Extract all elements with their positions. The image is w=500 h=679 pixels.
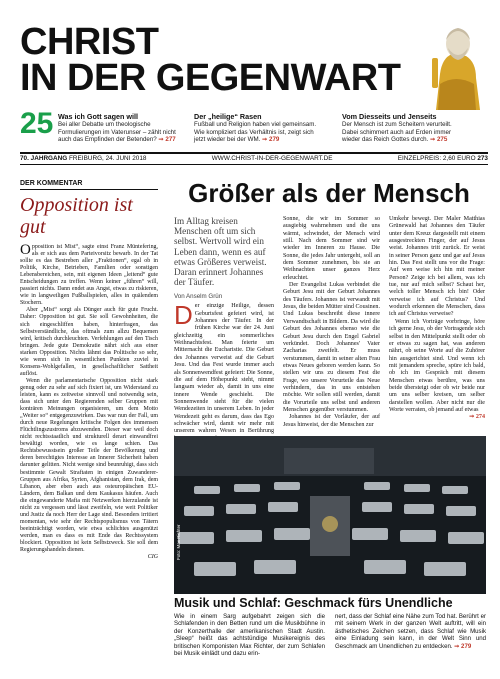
teaser-text: Der Mensch ist zum Scheitern verurteilt. Dabei schimmert auch auf Erden immer wieder das Reich Gottes durch. bbox=[342, 121, 452, 144]
concert-hall-photo bbox=[174, 436, 486, 594]
lead-deck: Im Alltag kreisen Menschen oft um sich selbst. Wertvoll wird ein Leben dann, wenn es auf etwas Größeres verweist. Daran erinnert Johannes der Täufer. bbox=[174, 216, 267, 288]
teaser-text: Bei aller Debatte um theologische Formulierungen im Vaterunser – zählt nicht auch das Empfinden der Betenden? bbox=[58, 121, 176, 144]
teaser-title: Vom Diesseits und Jenseits bbox=[342, 112, 437, 121]
website-link[interactable]: WWW.CHRIST-IN-DER-GEGENWART.DE bbox=[211, 155, 333, 162]
photo-credit: Foto: Max Richter bbox=[176, 524, 181, 560]
price-label: EINZELPREIS: 2,60 EURO bbox=[397, 155, 476, 162]
teaser-text: Fußball und Religion haben viel gemeinsam. Wie kompliziert das Verhältnis ist, zeigt sich jetzt wieder bei der WM. bbox=[194, 121, 317, 144]
lead-paragraph: Umkehr bewegt. Der Maler Matthias Grünewald hat Johannes den Täufer unter dem Kreuz dargestellt mit einem ausgestreckten Finger, der auf Jesus weist. Johannes tritt zurück. Er weist in seiner Person ganz und gar auf Jesus hin. Das Fest stellt uns vor die Frage: Auf wen weise ich hin mit meiner Person? Zeige ich bei allem, was ich tue, nur auf mich selbst? Schaut her, welch toller Mensch ich bin! Oder verweise ich auf Christus? Und wodurch erkennen die Menschen, dass ich auf Christus verweise? bbox=[389, 216, 485, 318]
saint-statue-image bbox=[422, 14, 488, 114]
commentary-body bbox=[20, 242, 158, 561]
lead-dropcap: D bbox=[174, 300, 193, 331]
page-number: 273 bbox=[477, 155, 488, 162]
commentary-column bbox=[20, 180, 158, 561]
caption-text-left: Wie in einem Sarg aufgebahrt zeigen sich die Schlafenden in den Betten rund um die Musikbühne in der Konzerthalle der amerikanischen Stadt Austin. „Sleep“ heißt das achtstündige Musikereignis des britischen Komponisten Max Richter, der zum Schlafen bei Musik einlädt und dazu erin- bbox=[174, 613, 325, 658]
commentary-dropcap: O bbox=[20, 242, 31, 258]
photo-caption bbox=[174, 596, 486, 657]
issue-info bbox=[20, 154, 146, 164]
lead-body bbox=[174, 300, 274, 443]
lead-paragraph: Sonne, die wir im Sommer so ausgiebig wahrnehmen und die uns wärmt, schwindet, der Mensch wird still. Nach dem Sommer sind wir wieder im Inneren zu Hause. Die Sonne, die jedes Jahr untergeht, soll an dem Sommer zunehmen, bis sie an Weihnachten unser ganzes Herz erleuchtet. bbox=[283, 216, 380, 281]
caption-page-link[interactable]: ➞ 279 bbox=[454, 642, 472, 650]
caption-text-right: nert, dass der Schlaf eine Nähe zum Tod hat. Berührt er mit seinem Werk in der ganzen Welt auftritt, will ein ästhetisches Zeichen setzen, dass Schlaf wie Musik eine Einladung sein kann, in der Welt Sinn und Geschmack am Unendlichen zu entdecken. bbox=[335, 613, 486, 650]
price-info bbox=[398, 154, 488, 164]
lead-author: Von Anselm Grün bbox=[174, 293, 223, 301]
commentary-paragraph: pposition ist Mist“, sagte einst Franz Müntefering, als er sich aus dem Parteivorsitz bewarb. In der Tat sollte es das Bestreben aller „Fraktionen“, egal ob in Politik, Kirche, Betrieben, Familien oder sonstigen Lebensbereichen, sein, mit eigenen Ideen „leitend“ gute Entscheidungen zu treffen. Wenn keiner „führen“ will, passiert nichts. Dann endet aus Angst, etwas zu riskieren, wie in langweiligen Fußballspielen, alles in quälendem Stochern. bbox=[20, 244, 158, 307]
commentary-signature: CIG bbox=[147, 554, 158, 561]
commentary-paragraph: Wenn die parlamentarische Opposition nicht stark genug oder zu sehr auf sich fixiert ist, um Widerstand zu leisten, kann es zeitweise sinnvoll und notwendig sein, dass sich unter den Regierenden selber Gruppen mit konträren Meinungen organisieren, um dem Motto „Weiter so“ entgegenzuwirken. Das war nun der Fall, um durch neue Regelungen kritische Folgen des immensen Flüchtlingszustroms abzuwenden. Dieser war weil doch nicht rechtsstaatlich und strukturell derart einwandfrei bewältigt worden, wie es lange schien. Das Rechtsbewusstsein großer Teile der Bevölkerung und deren berechtigtes Interesse an Innerer Sicherheit haben darunter gelitten. Nicht wenige sind beunruhigt, dass sich bestimmte Gewalt Straftaten in einigen Zuwanderer-Gruppen aus Afrika, Syrien, Afghanistan, dem Irak, dem Libanon, aber eben auch aus osteuropäischen EU-Ländern, dem Balkan und dem Kaukasus häufen. Auch die eingewanderte Mafia mit Netzwerken hierzulande ist nicht zu vergessen und lässt zweifeln, wie weit Politiker und Justiz da noch Herr der Lage sind. Besonders irritiert momentan, wie sehr der Rechtspopulismus von Tätern beeinträchtigt worden, wie etwa schlichtes ausgenützt werden, man es dass es mit Ende das Rechtssystem blockiert. Opposition ist kein Selbstzweck. Sie soll dem Regierungshandeln dienen. bbox=[20, 377, 158, 554]
teaser-title: Was ich Gott sagen will bbox=[58, 112, 139, 121]
lead-paragraph: Johannes ist der Vorläufer, der auf Jesus hinweist, der die Menschen zur bbox=[283, 414, 380, 428]
lead-paragraph: er einzige Heilige, dessen Geburtsfest gefeiert wird, ist Johannes der Täufer. In der frühen Kirche war der 24. Juni gleichzeitig ein sommerliches Weihnachtsfest. Man feierte um Mitternacht die Eucharistie. Die Geburt des Johannes verweist auf die Geburt Jesu. Und das Fest wurde immer auch als Sonnenwendfest gefeiert: Die Sonne, die auf dem Höhepunkt steht, nimmt langsam wieder ab, damit in uns eine innere Wende geschieht. Die Sonnenwende steht für die vielen Wendezeiten in unserem Leben. In jeder Wendezeit geht es darum, dass das Ego schwächer wird, damit wir mehr mit unserem wahren Wesen in Berührung bbox=[174, 303, 274, 435]
commentary-paragraph: Aber „Mist“ sorgt als Dünger auch für gute Frucht. Daher: Opposition ist gut. Sie soll Gewohnheiten, die sich eingeschliffen haben, hinterfragen, das Selbstverständliche, das oftmals zum allzu Bequemen wird, kritisch durchleuchten. Verfehlungen auf den Tisch bringen. Jede gute Demokratie nährt sich aus einer starken Opposition. Nichts lähmt das Politische so sehr, wie wenn sich in wesentlichen Punkten zuviel in Konsens-Wohlgefallen, in gesellschaftlicher Sattheit auflöst. bbox=[20, 307, 158, 377]
masthead bbox=[20, 21, 420, 99]
commentary-headline: Opposition ist gut bbox=[20, 194, 133, 238]
teaser-bar bbox=[20, 107, 488, 145]
issue-date: FREIBURG, 24. JUNI 2018 bbox=[69, 155, 147, 162]
volume-label: 70. JAHRGANG bbox=[20, 155, 68, 162]
caption-headline: Musik und Schlaf: Geschmack fürs Unendliche bbox=[174, 596, 453, 610]
teaser-page: ➞ 275 bbox=[430, 136, 448, 144]
commentary-kicker: DER KOMMENTAR bbox=[20, 180, 158, 190]
lead-story-header bbox=[174, 178, 484, 208]
lead-headline: Größer als der Mensch bbox=[188, 178, 470, 208]
info-bar bbox=[20, 152, 488, 165]
issue-number: 25 bbox=[20, 107, 54, 140]
lead-column-1 bbox=[174, 216, 274, 443]
teaser-3[interactable] bbox=[342, 113, 468, 144]
lead-column-2 bbox=[283, 216, 380, 429]
teaser-page: ➞ 279 bbox=[262, 136, 280, 144]
teaser-title: Der „heilige“ Rasen bbox=[194, 112, 262, 121]
masthead-line-2: IN DER GEGENWART bbox=[20, 57, 401, 99]
lead-paragraph: Der Evangelist Lukas verbindet die Geburt Jesu mit der Geburt Johannes des Täufers. Johannes ist verwandt mit Jesus, die beiden Mütter sind Cousinen. Und Lukas beschreibt diese innere Verwandtschaft in Bildern. Da wird die Geburt des Johannes ebenso wie die Geburt Jesu durch den Engel Gabriel verkündet. Doch Johannes' Vater Zacharias zweifelt. Er muss verstummen, damit in seiner alten Frau etwas Neues geboren werden kann. So stellen wir uns zu diesem Fest die Frage, wo unsere Vorurteile das Neue verhindern, das in uns entstehen möchte. Wir sollen still werden, damit die Vorurteile uns selbst und anderen Menschen gegenüber verstummen. bbox=[283, 282, 380, 413]
lead-paragraph: Wenn ich Vorträge vorbringe, höre ich gerne Jesu, ob der Vortragende sich selbst in den Mittelpunkt stellt oder ob er etwas zu sagen hat, was anderen nährt, ob seine Worte auf die Zuhörer hin ausgerichtet sind. Und wenn ich mit jemandem spreche, spüre ich bald, ob ich im Gespräch mit diesem Menschen etwas berühre, was uns beide übersteigt oder ob wir beide nur um uns selber kreisen, um selber darstellen wollen. Aber nicht nur die Worte verraten, ob jemand auf etwas bbox=[389, 318, 485, 413]
masthead-line-1: CHRIST bbox=[20, 21, 159, 63]
lead-column-3 bbox=[389, 216, 485, 422]
continued-page-link[interactable]: ➞ 274 bbox=[469, 414, 485, 421]
teaser-1[interactable] bbox=[58, 113, 176, 144]
teaser-page: ➞ 277 bbox=[158, 136, 176, 144]
teaser-2[interactable] bbox=[194, 113, 322, 144]
